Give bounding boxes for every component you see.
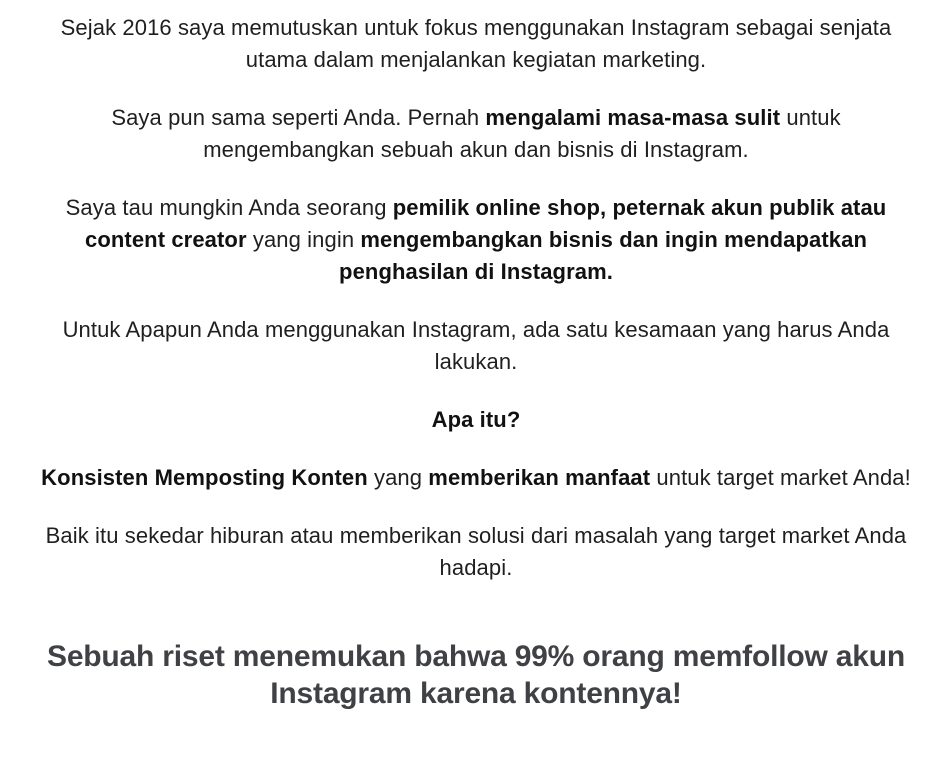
body-paragraph	[32, 192, 920, 288]
text-segment: Baik itu sekedar hiburan atau memberikan solusi dari masalah yang target market Anda hadapi.	[45, 523, 907, 580]
body-paragraph	[32, 12, 920, 76]
text-segment: Untuk Apapun Anda menggunakan Instagram, ada satu kesamaan yang harus Anda lakukan.	[62, 317, 890, 374]
text-segment: yang	[367, 465, 429, 490]
bold-text-segment: mengalami masa-masa sulit	[485, 105, 781, 130]
closing-heading	[32, 638, 920, 712]
text-segment: untuk mengembangkan sebuah akun dan bisnis di Instagram.	[203, 105, 841, 162]
body-paragraph	[32, 404, 920, 436]
text-segment: yang ingin	[246, 227, 361, 252]
bold-text-segment: Konsisten Memposting Konten	[41, 465, 368, 490]
text-segment: Saya pun sama seperti Anda. Pernah	[111, 105, 486, 130]
text-segment: Sejak 2016 saya memutuskan untuk fokus menggunakan Instagram sebagai senjata utama dalam menjalankan kegiatan marketing.	[60, 15, 892, 72]
body-paragraph	[32, 102, 920, 166]
text-segment: Saya tau mungkin Anda seorang	[65, 195, 393, 220]
bold-text-segment: memberikan manfaat	[428, 465, 651, 490]
body-paragraph	[32, 520, 920, 584]
bold-text-segment: mengembangkan bisnis dan ingin mendapatkan penghasilan di Instagram.	[339, 227, 867, 284]
centered-text-column	[32, 0, 920, 712]
text-segment: untuk target market Anda!	[650, 465, 911, 490]
body-paragraph	[32, 314, 920, 378]
bold-text-segment: pemilik online shop, peternak akun publik atau content creator	[84, 195, 887, 252]
bold-text-segment: Apa itu?	[431, 407, 521, 432]
bold-text-segment: Sebuah riset menemukan bahwa 99% orang memfollow akun Instagram karena kontennya!	[47, 640, 905, 710]
body-paragraph	[32, 462, 920, 494]
